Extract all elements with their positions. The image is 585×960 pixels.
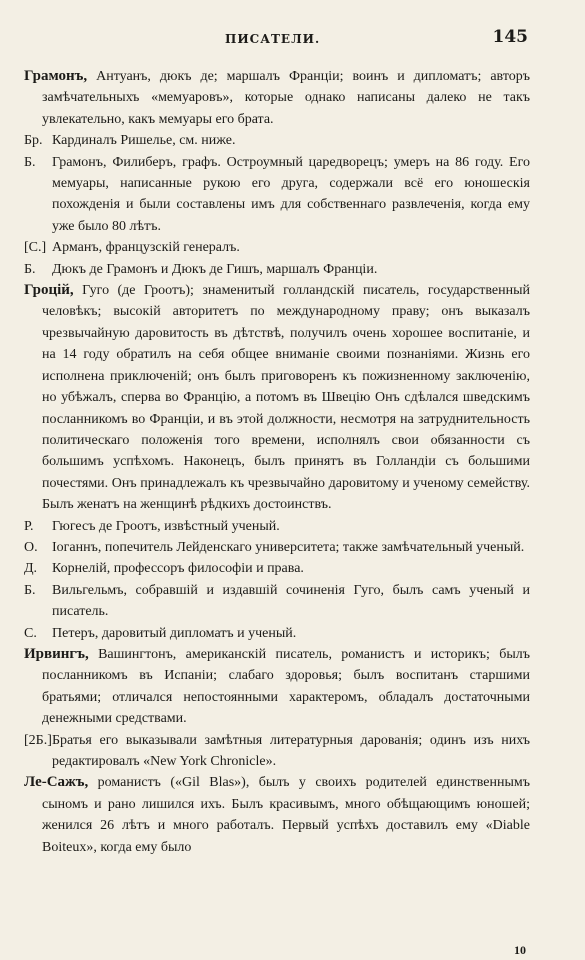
entry-grotius (24, 280, 530, 515)
relative-text: Корнелій, профессоръ философіи и права. (52, 561, 304, 577)
entry-text: Вашингтонъ, американскій писатель, романистъ и историкъ; былъ посланникомъ въ Испаніи; слабаго здоровья; былъ воспитанъ старшими братьями; отличался непостоянными характеромъ, обладалъ достаточными денежными средствами. (42, 646, 530, 727)
relative-entry (24, 130, 530, 151)
relation-label: Б. (24, 154, 36, 170)
relation-label: Д. (24, 561, 38, 577)
printer-signature-mark: 10 (514, 943, 526, 957)
relation-label: [2Б.] (24, 732, 52, 748)
relative-entry (24, 152, 530, 238)
entry-headword: Гроцій, (24, 282, 74, 299)
entry-text: романистъ («Gil Blas»), былъ у своихъ родителей единственнымъ сыномъ и рано лишился ихъ. Былъ красивымъ, много обѣщающимъ юношей; женился 26 лѣтъ и много работалъ. Первый успѣхъ доставилъ ему «Diable Boiteux», когда ему было (42, 775, 531, 855)
relative-text: Арманъ, французскій генералъ. (52, 240, 240, 256)
entry-headword: Ирвингъ, (24, 645, 89, 662)
relative-entry (24, 237, 530, 258)
relative-text: Петеръ, даровитый дипломатъ и ученый. (52, 625, 297, 641)
running-title: ПИСАТЕЛИ. (225, 32, 321, 46)
entry-headword: Грамонъ, (24, 68, 88, 84)
relative-text: Дюкъ де Грамонъ и Дюкъ де Гишъ, маршалъ Франціи. (52, 261, 378, 277)
entry-gramont (24, 66, 530, 130)
relation-label: Б. (24, 582, 36, 598)
relative-text: Братья его выказывали замѣтныя литературныя дарованія; одинъ изъ нихъ редактировалъ «New York Chronicle». (52, 732, 530, 769)
relative-entry (24, 580, 530, 623)
entry-text: Гуго (де Гроотъ); знаменитый голландскій писатель, государственный человѣкъ; высокій авторитетъ по международному праву; онъ выказалъ чрезвычайную даровитость въ дѣтствѣ, получилъ очень хорошее воспитаніе, и на 14 году обратилъ на себя общее вниманіе своими познаніями. Жизнь его исполнена приключеній; онъ былъ приговоренъ къ пожизненному заключенію, но убѣжалъ, сперва во Францію, а потомъ въ Швецію Онъ сдѣлался шведскимъ посланникомъ во Франціи, и въ этой должности, несмотря на затруднительность политическаго положенія того времени, исполнялъ свои обязанности съ большимъ успѣхомъ. Наконецъ, былъ принятъ въ Голландіи съ большими почестями. Онъ принадлежалъ къ чрезвычайно даровитому и ученому семейству. Былъ женатъ на женщинѣ рѣдкихъ достоинствъ. (42, 283, 531, 513)
relative-entry (24, 259, 530, 280)
entry-text: Антуанъ, дюкъ де; маршалъ Франціи; воинъ и дипломатъ; авторъ замѣчательныхъ «мемуаровъ», которые однако написаны далеко не такъ увлекательно, какъ мемуары его брата. (42, 69, 530, 127)
relation-label: Б. (24, 261, 36, 277)
relative-text: Вильгельмъ, собравшій и издавшій сочиненія Гуго, былъ самъ ученый и писатель. (52, 582, 530, 620)
entry-headword: Ле-Сажъ, (24, 774, 89, 791)
entry-lesage (24, 772, 530, 858)
entry-irving (24, 644, 530, 730)
relative-text: Іоганнъ, попечитель Лейденскаго университета; также замѣчательный ученый. (52, 539, 525, 555)
page-text (24, 66, 530, 858)
relative-entry (24, 537, 530, 558)
relative-entry (24, 623, 530, 644)
relation-label: Р. (24, 518, 34, 534)
page-number: 145 (492, 27, 528, 47)
relative-text: Гюгесъ де Гроотъ, извѣстный ученый. (52, 518, 280, 534)
relation-label: Бр. (24, 133, 43, 149)
relation-label: [С.] (24, 240, 47, 256)
relative-text: Кардиналъ Ришелье, см. ниже. (52, 133, 236, 149)
relative-entry (24, 558, 530, 579)
relative-entry (24, 730, 530, 773)
relative-entry (24, 516, 530, 537)
relation-label: С. (24, 625, 37, 641)
relative-text: Грамонъ, Филиберъ, графъ. Остроумный царедворецъ; умеръ на 86 году. Его мемуары, написанные рукою его друга, содержали всё его юношескія похожденія и были составлены имъ для собственнаго развлеченія, когда ему уже было 80 лѣтъ. (52, 154, 530, 234)
relation-label: О. (24, 539, 38, 555)
page-header (0, 27, 585, 51)
